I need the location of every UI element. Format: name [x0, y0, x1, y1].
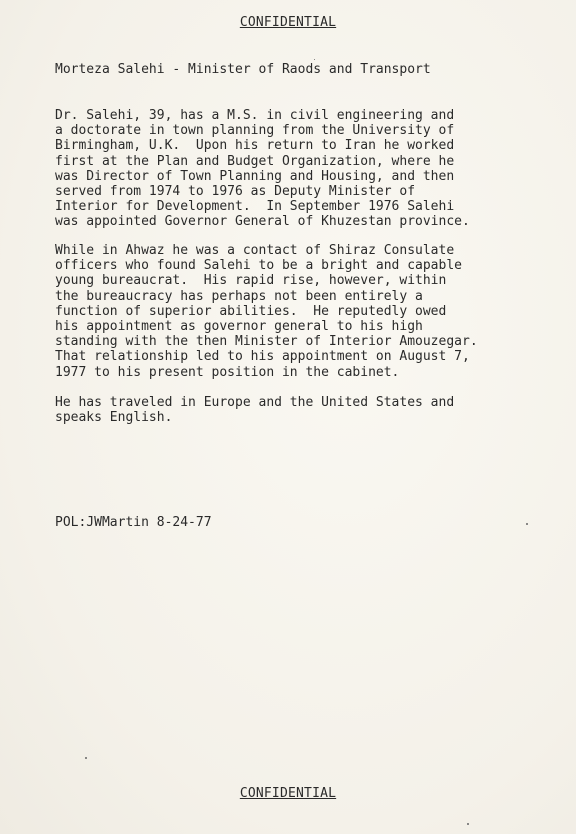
drafter-line: POL:JWMartin 8-24-77 [55, 515, 212, 530]
paper-speck [85, 757, 87, 759]
body-paragraph-3: He has traveled in Europe and the United States and speaks English. [55, 395, 455, 426]
paper-speck [526, 523, 528, 525]
body-paragraph-1: Dr. Salehi, 39, has a M.S. in civil engineering and a doctorate in town planning from the University of Birmingham, U.K. Upon his return to Iran he worked first at the Plan and Budget Organization, where he was Director of Town Planning and Housing, and then served from 1974 to 1976 as Deputy Minister of Interior for Development. In September 1976 Salehi was appointed Governor General of Khuzestan province. [55, 108, 470, 230]
classification-footer: CONFIDENTIAL [239, 786, 337, 801]
body-paragraph-2: While in Ahwaz he was a contact of Shiraz Consulate officers who found Salehi to be a bright and capable young bureaucrat. His rapid rise, however, within the bureaucracy has perhaps not been entirely a function of superior abilities. He reputedly owed his appointment as governor general to his high standing with the then Minister of Interior Amouzegar. That relationship led to his appointment on August 7, 1977 to his present position in the cabinet. [55, 243, 478, 380]
paper-speck [467, 823, 469, 825]
classification-header: CONFIDENTIAL [239, 15, 337, 30]
subject-line: Morteza Salehi - Minister of Raods and Transport [55, 62, 431, 77]
paper-speck [314, 59, 315, 60]
